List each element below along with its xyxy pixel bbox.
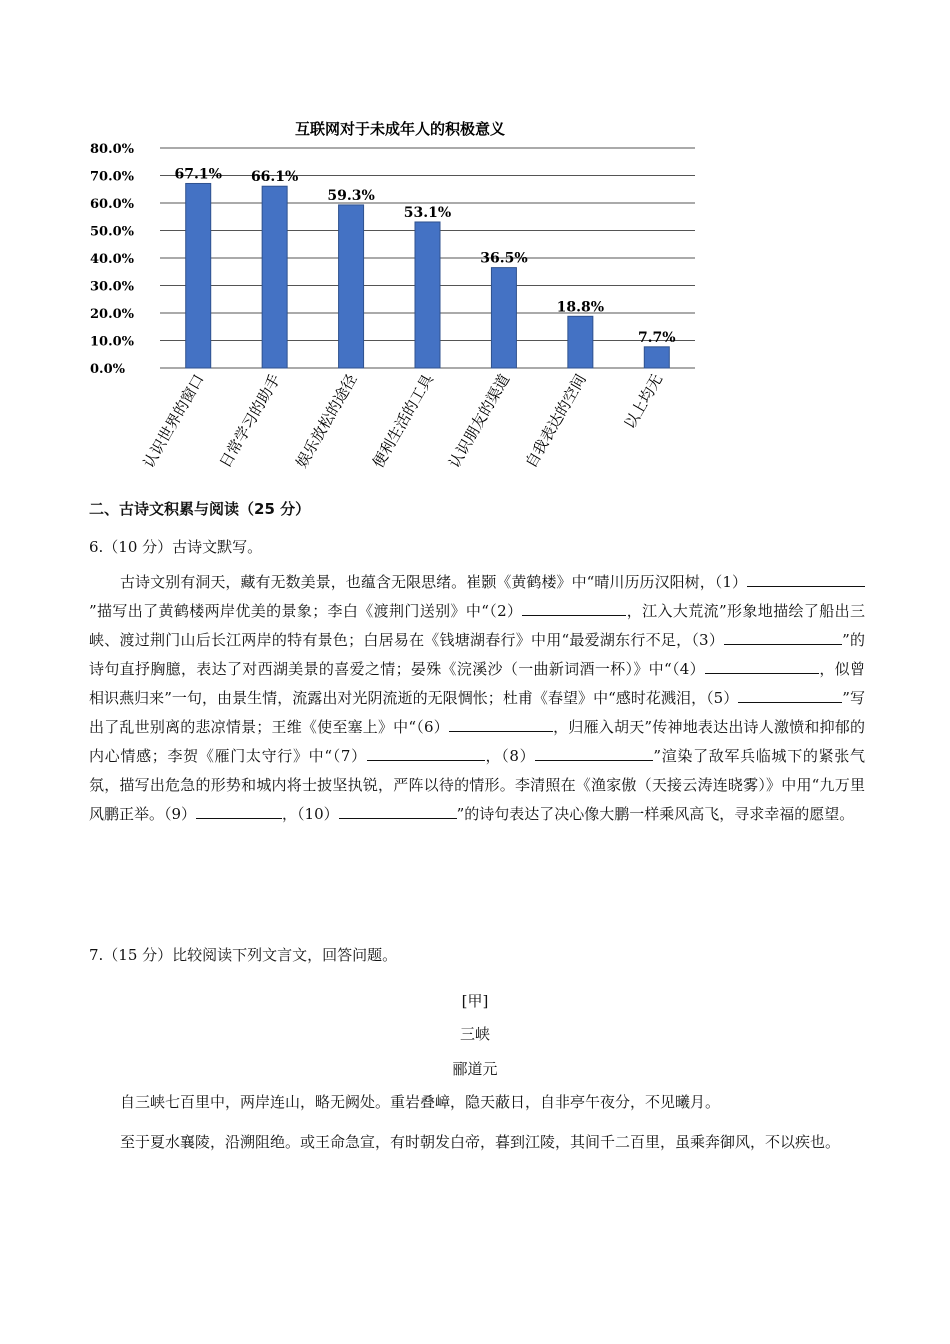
x-tick-label: 认识朋友的渠道: [445, 371, 514, 471]
y-tick-label: 10.0%: [90, 334, 135, 350]
y-tick-label: 70.0%: [90, 169, 135, 185]
q6-text-11: ”的诗句表达了决心像大鹏一样乘风高飞，寻求幸福的愿望。: [456, 805, 855, 823]
data-label: 18.8%: [556, 299, 605, 316]
question-7-heading: 7.（15 分）比较阅读下列文言文，回答问题。: [89, 946, 398, 964]
blank-9[interactable]: [196, 804, 282, 819]
data-label: 67.1%: [174, 166, 222, 183]
y-tick-label: 0.0%: [90, 362, 125, 377]
data-label: 53.1%: [403, 204, 452, 221]
blank-3[interactable]: [724, 630, 842, 645]
passage-paragraph-1: 自三峡七百里中，两岸连山，略无阙处。重岩叠嶂，隐天蔽日，自非亭午夜分，不见曦月。: [120, 1093, 721, 1111]
bar-chart: [90, 108, 710, 498]
y-tick-label: 40.0%: [90, 252, 135, 267]
bar: [415, 222, 440, 368]
bar: [644, 347, 669, 368]
q6-text-2: ”描写出了黄鹤楼两岸优美的景象；李白《渡荆门送别》中“（2）: [89, 602, 523, 620]
q6-text-5: ，似曾相识燕归来”一句，由景生情，流露出对光阴流逝的无限惆怅；杜甫《春望》中“感时花溅泪，（5）: [89, 660, 865, 707]
blank-6[interactable]: [449, 717, 553, 732]
x-tick-label: 娱乐放松的途径: [292, 371, 361, 471]
y-tick-label: 60.0%: [90, 197, 135, 212]
blank-2[interactable]: [522, 601, 626, 616]
passage-paragraph-2: 至于夏水襄陵，沿溯阻绝。或王命急宣，有时朝发白帝，暮到江陵，其间千二百里，虽乘奔御风，不以疾也。: [120, 1133, 841, 1151]
data-label: 66.1%: [250, 169, 299, 186]
bar: [491, 268, 516, 368]
q6-text-10: ，（10）: [282, 805, 339, 823]
q6-text-8: ，（8）: [484, 747, 536, 765]
x-tick-label: 便利生活的工具: [368, 371, 437, 471]
bar: [339, 205, 364, 368]
data-label: 7.7%: [637, 329, 676, 346]
data-label: 59.3%: [327, 187, 375, 204]
question-6-paragraph: [89, 568, 865, 829]
x-tick-label: 认识世界的窗口: [139, 371, 208, 471]
blank-10[interactable]: [339, 804, 457, 819]
q6-text-4: ”的诗句直抒胸臆，表达了对西湖美景的喜爱之情；晏殊《浣溪沙（一曲新词酒一杯）》中“（4）: [89, 631, 866, 678]
y-tick-label: 50.0%: [90, 224, 135, 240]
data-label: 36.5%: [480, 250, 528, 267]
passage-author: 郦道元: [452, 1060, 498, 1078]
bar: [262, 186, 287, 368]
blank-4[interactable]: [705, 659, 819, 674]
bar: [186, 183, 211, 368]
chart-title: 互联网对于未成年人的积极意义: [294, 120, 506, 138]
y-tick-label: 30.0%: [90, 279, 135, 295]
y-tick-label: 80.0%: [90, 142, 135, 157]
y-tick-label: 20.0%: [90, 307, 135, 322]
q6-text-9: ”渲染了敌军兵临城下的紧张气氛，描写出危急的形势和城内将士披坚执锐，严阵以待的情形。李清照在《渔家傲（天接云涛连晓雾）》中用“九万里风鹏正举。（9）: [89, 747, 865, 823]
blank-8[interactable]: [535, 746, 653, 761]
q6-text-7: ，归雁入胡天”传神地表达出诗人激愤和抑郁的内心情感；李贺《雁门太守行》中“（7）: [89, 718, 865, 765]
passage-label-jia: [甲]: [461, 992, 489, 1010]
x-tick-label: 自我表达的空间: [521, 371, 590, 471]
passage-title: 三峡: [459, 1025, 490, 1043]
q6-text-3: ，江入大荒流”形象地描绘了船出三峡、渡过荆门山后长江两岸的特有景色；白居易在《钱塘湖春行》中用“最爱湖东行不足，（3）: [89, 602, 865, 649]
x-tick-label: 日常学习的助手: [216, 371, 285, 471]
section-title: 二、古诗文积累与阅读（25 分）: [89, 500, 311, 518]
q6-text-6: ”写出了乱世别离的悲凉情景；王维《使至塞上》中“（6）: [89, 689, 865, 736]
blank-7[interactable]: [367, 746, 485, 761]
blank-1[interactable]: [747, 572, 865, 587]
blank-5[interactable]: [738, 688, 842, 703]
bar: [568, 316, 593, 368]
x-tick-label: 以上均无: [620, 371, 667, 432]
q6-text-1: 古诗文别有洞天，藏有无数美景，也蕴含无限思绪。崔颢《黄鹤楼》中“晴川历历汉阳树，（1）: [120, 573, 747, 591]
question-6-heading: 6.（10 分）古诗文默写。: [89, 538, 263, 556]
